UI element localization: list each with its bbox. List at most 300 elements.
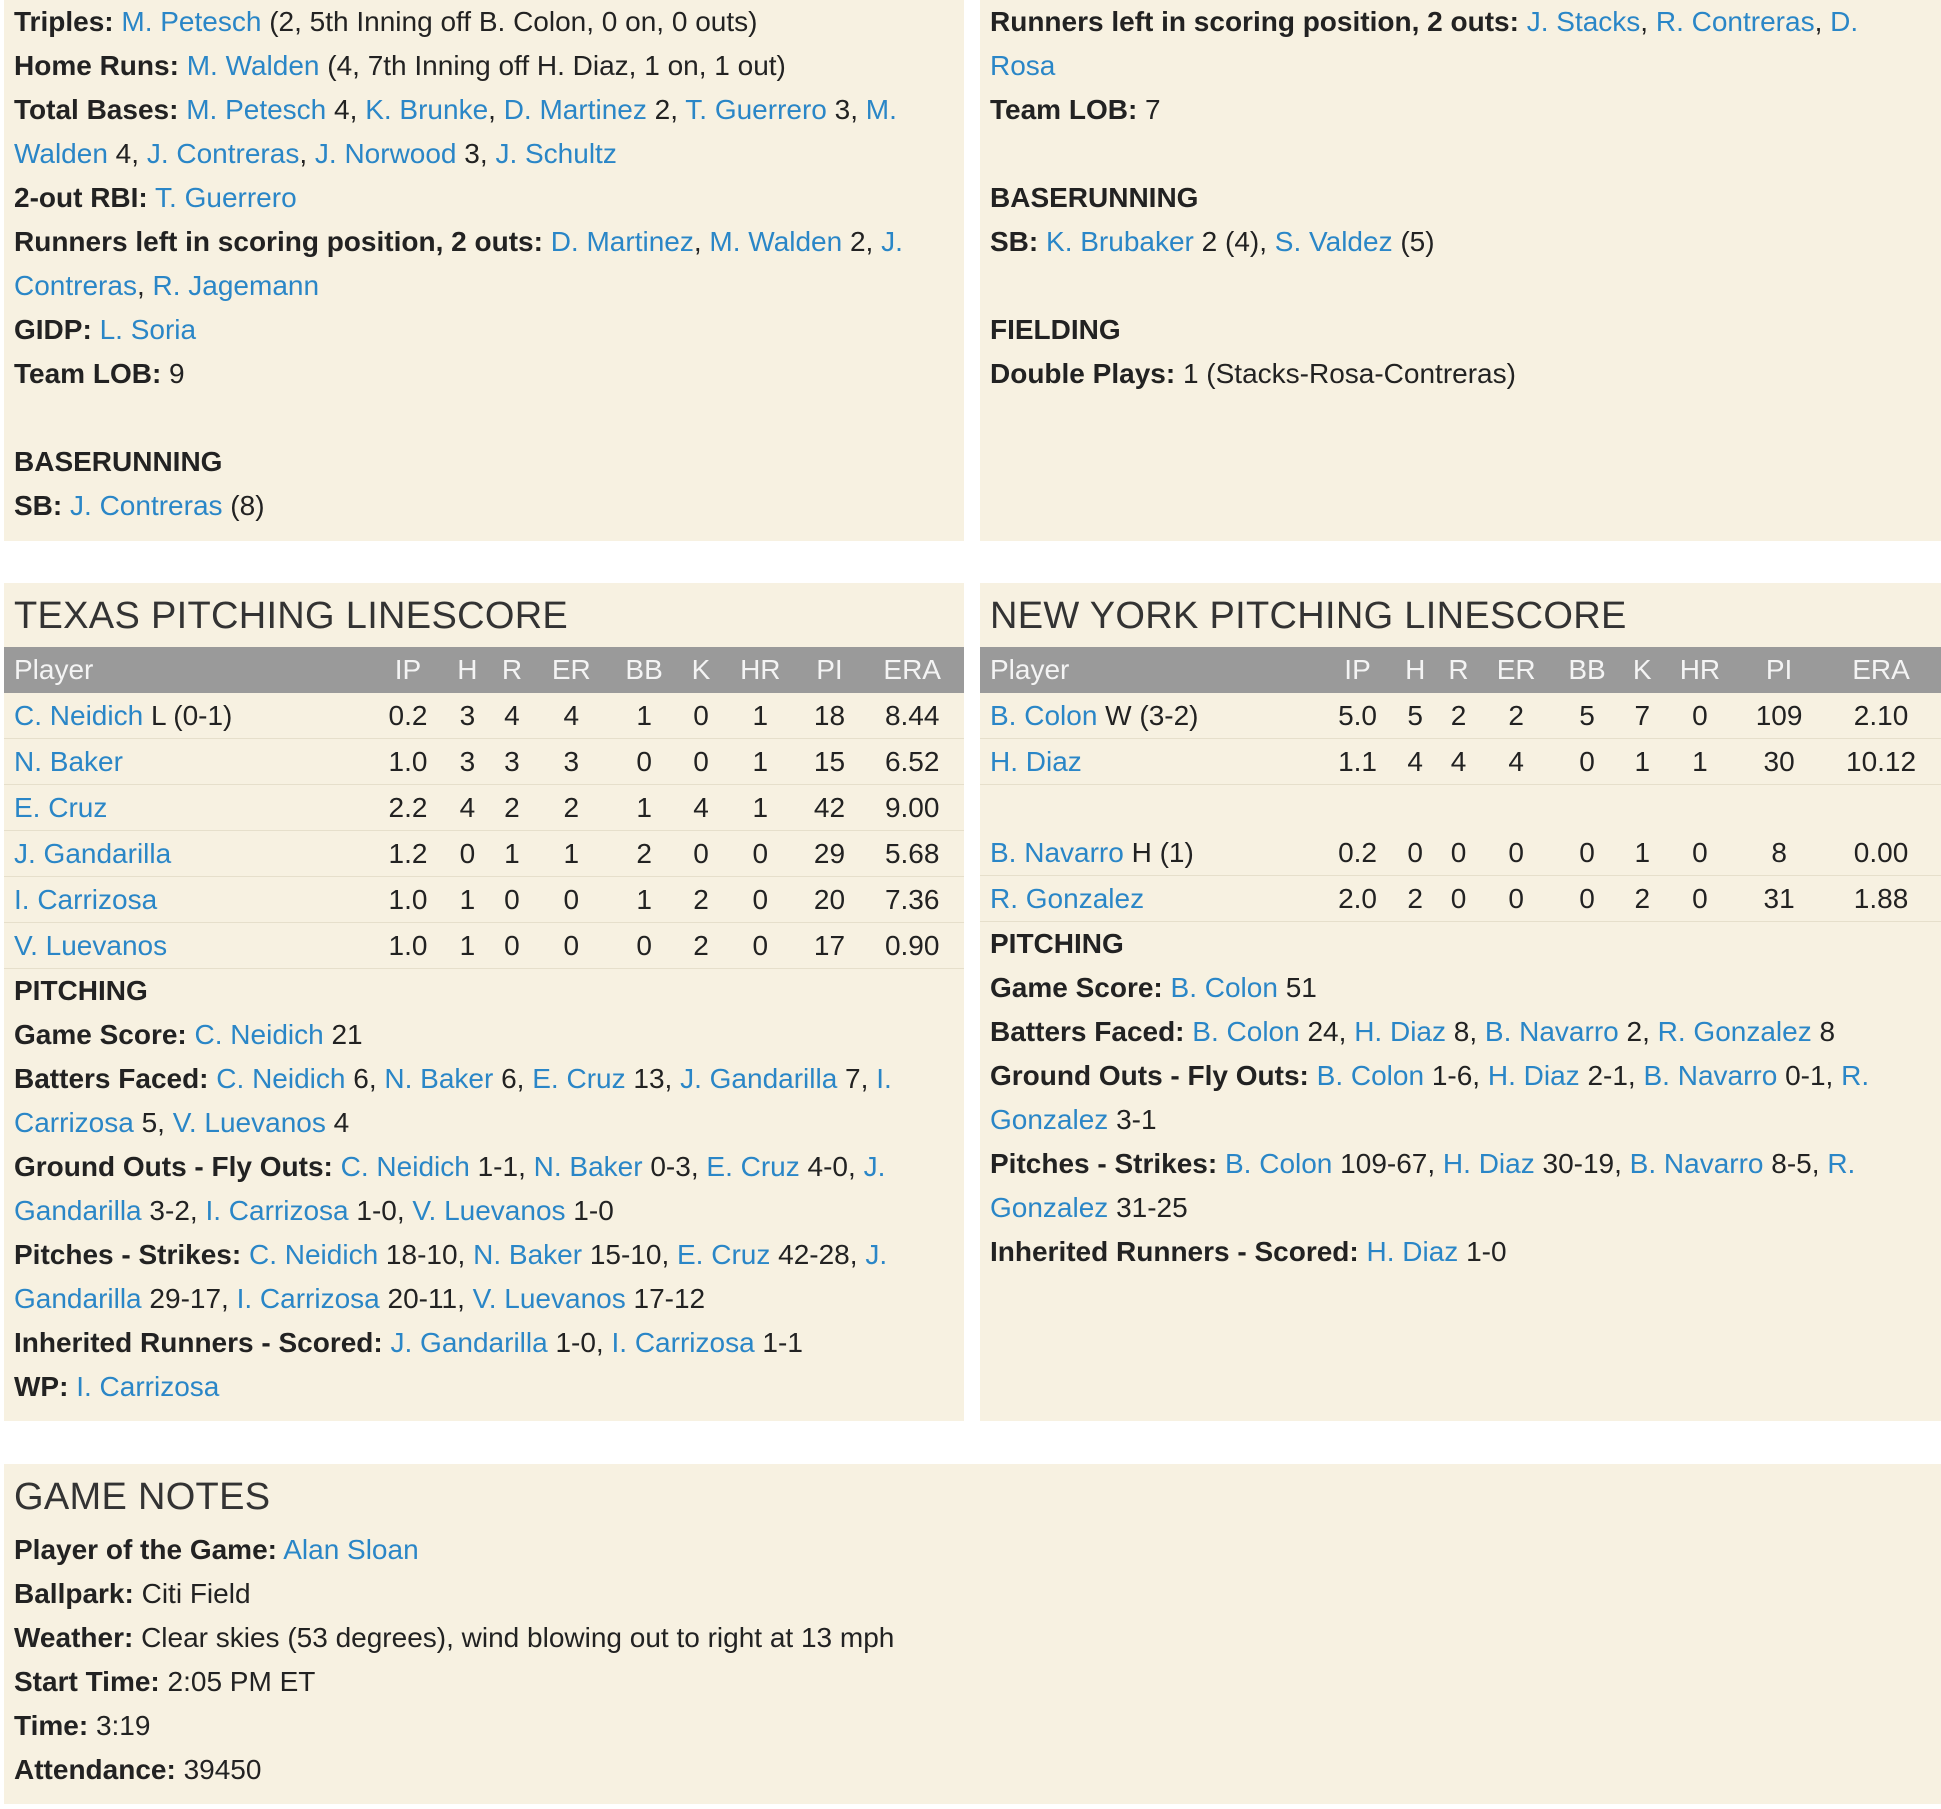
stat-label: Runners left in scoring position, 2 outs: [990,6,1519,37]
stat-cell-hr [1663,785,1737,831]
stat-label: Team LOB: [990,94,1138,125]
column-header-er[interactable]: ER [1480,647,1552,693]
stat-value: 31-25 [1108,1192,1188,1223]
stat-value: 6, [493,1063,533,1094]
stat-cell-er: 1 [534,831,608,877]
stat-cell-ip [1322,785,1394,831]
stat-value [1038,226,1046,257]
stat-line-inherited-runners-scored [990,1230,1931,1274]
column-header-k[interactable]: K [680,647,722,693]
stat-value: 2, [842,226,882,257]
player-link[interactable]: E. Cruz [532,1063,626,1094]
stat-cell-bb [1552,785,1622,831]
player-link[interactable]: R. Contreras [1655,6,1815,37]
stat-value [148,182,155,213]
stat-label: 2-out RBI: [14,182,148,213]
player-cell [980,785,1322,831]
stat-cell-h: 1 [445,877,490,923]
player-link[interactable]: M. Walden [14,94,897,169]
player-link[interactable]: K. Brunke [365,94,489,125]
table-row [980,693,1941,739]
player-link[interactable]: H. Diaz [1366,1236,1459,1267]
stat-cell-pi: 42 [799,785,861,831]
stat-cell-ip: 1.0 [371,877,445,923]
stat-value [1309,1060,1317,1091]
stat-value [241,1239,249,1270]
stat-label: Game Score: [990,972,1163,1003]
player-link[interactable]: C. Neidich [194,1019,324,1050]
stat-cell-er: 0 [534,877,608,923]
stat-line-gidp [14,308,954,352]
player-link[interactable]: I. Carrizosa [611,1327,755,1358]
player-link[interactable]: T. Guerrero [155,182,297,213]
newyork-fielding-heading: FIELDING [990,314,1121,345]
stat-value: 1-0, [547,1327,612,1358]
stat-line-2-out-rbi [14,176,954,220]
player-link[interactable]: B. Navarro [1643,1060,1778,1091]
player-link[interactable]: D. Martinez [503,94,647,125]
table-header-row [980,647,1941,693]
stat-cell-k: 1 [1622,830,1663,876]
stat-value: 20-11, [379,1283,473,1314]
stat-value: 39450 [175,1754,262,1785]
texas-baserunning-heading: BASERUNNING [14,446,223,477]
player-link[interactable]: T. Guerrero [685,94,827,125]
player-link[interactable]: I. Carrizosa [76,1371,220,1402]
player-link[interactable]: C. Neidich [216,1063,346,1094]
stat-value: 3-1 [1108,1104,1157,1135]
player-cell [4,831,371,877]
stat-cell-hr: 0 [1663,830,1737,876]
stat-cell-bb: 1 [608,877,680,923]
player-link[interactable]: J. Gandarilla [14,1151,886,1226]
stat-cell-r: 0 [490,923,535,969]
decision-note: W (3-2) [1097,699,1199,731]
player-cell [980,876,1322,922]
stat-label: Inherited Runners - Scored: [14,1327,383,1358]
stat-value: 1 (Stacks-Rosa-Contreras) [1175,358,1516,389]
stat-label: Attendance: [14,1754,176,1785]
player-link[interactable]: R. Gonzalez [990,1060,1870,1135]
player-link[interactable]: R. Gonzalez [990,1148,1856,1223]
player-cell [4,739,371,785]
player-link[interactable]: D. Martinez [550,226,694,257]
player-cell [4,785,371,831]
player-link[interactable]: Alan Sloan [283,1534,419,1565]
texas-pitching-heading: PITCHING [14,975,148,1006]
stat-cell-r: 0 [1437,876,1480,922]
stat-cell-k: 0 [680,693,722,739]
player-link[interactable]: R. Gonzalez [990,882,1145,914]
texas-pitching-title: TEXAS PITCHING LINESCORE [14,595,569,637]
stat-value: 3, [456,138,496,169]
column-header-h[interactable]: H [1394,647,1437,693]
player-link[interactable]: B. Colon [1170,972,1278,1003]
stat-value [1217,1148,1225,1179]
stat-cell-era: 5.68 [860,831,964,877]
column-header-ip[interactable]: IP [1322,647,1394,693]
stat-value: 5, [133,1107,173,1138]
stat-cell-r [1437,785,1480,831]
table-row [4,877,964,923]
decision-note: L (0-1) [143,699,233,731]
texas-pitching-panel [4,583,964,1421]
game-notes-title: GAME NOTES [14,1476,271,1518]
stat-label: Batters Faced: [990,1016,1185,1047]
stat-cell-bb: 5 [1552,693,1622,739]
stat-line-game-score [990,966,1931,1010]
stat-value [333,1151,341,1182]
stat-cell-ip: 2.2 [371,785,445,831]
stat-cell-hr: 0 [722,877,799,923]
column-header-hr[interactable]: HR [722,647,799,693]
stat-cell-hr: 0 [1663,693,1737,739]
game-notes-panel [4,1464,1941,1804]
stat-cell-hr: 0 [722,923,799,969]
newyork-pitching-table [980,647,1941,922]
stat-cell-bb: 0 [608,739,680,785]
player-link[interactable]: B. Colon [1224,1148,1333,1179]
stat-value [543,226,551,257]
player-link[interactable]: D. Rosa [990,6,1859,81]
player-link[interactable]: V. Luevanos [172,1107,326,1138]
stat-value: 15-10, [582,1239,677,1270]
stat-value: , [299,138,315,169]
stat-cell-er: 2 [1480,693,1552,739]
player-link[interactable]: N. Baker [384,1063,494,1094]
stat-cell-era: 0.90 [860,923,964,969]
newyork-batting-lines [990,0,1931,132]
stat-value: 24, [1299,1016,1355,1047]
column-header-k[interactable]: K [1622,647,1663,693]
stat-value: 2-1, [1579,1060,1644,1091]
stat-label: Runners left in scoring position, 2 outs: [14,226,543,257]
texas-pitching-table [4,647,964,969]
player-link[interactable]: E. Cruz [706,1151,800,1182]
stat-cell-pi [1737,785,1821,831]
player-link[interactable]: J. Gandarilla [390,1327,548,1358]
stat-cell-k: 0 [680,739,722,785]
texas-baserunning-lines [14,484,954,528]
column-header-pi[interactable]: PI [1737,647,1821,693]
stat-line-inherited-runners-scored [14,1321,954,1365]
stat-cell-pi: 18 [799,693,861,739]
stat-value: Clear skies (53 degrees), wind blowing out to right at 13 mph [133,1622,895,1653]
player-link[interactable]: E. Cruz [14,791,108,823]
stat-value: 3, [826,94,866,125]
player-link[interactable]: R. Jagemann [152,270,320,301]
player-link[interactable]: H. Diaz [1354,1016,1446,1047]
stat-line-team-lob [14,352,954,396]
stat-line-runners-left-in-scoring-position-2-outs [14,220,954,308]
stat-cell-era [1821,785,1941,831]
player-link[interactable]: M. Petesch [186,94,327,125]
stat-line-team-lob [990,88,1931,132]
newyork-baserunning-lines [990,220,1931,264]
stat-label: Pitches - Strikes: [990,1148,1218,1179]
player-link[interactable]: V. Luevanos [472,1283,626,1314]
player-link[interactable]: M. Walden [709,226,843,257]
table-row [4,831,964,877]
stat-value: 4-0, [799,1151,864,1182]
column-header-r[interactable]: R [1437,647,1480,693]
texas-batting-notes-panel [4,0,964,541]
table-row [980,830,1941,876]
stat-cell-bb: 0 [1552,876,1622,922]
stat-value [62,490,70,521]
column-header-h[interactable]: H [445,647,490,693]
stat-label: Player of the Game: [14,1534,277,1565]
stat-value: 1-1, [469,1151,534,1182]
stat-cell-r: 1 [490,831,535,877]
stat-value: 21 [323,1019,363,1050]
column-header-r[interactable]: R [490,647,535,693]
player-link[interactable]: M. Petesch [121,6,262,37]
player-link[interactable]: V. Luevanos [412,1195,566,1226]
stat-cell-er: 3 [534,739,608,785]
stat-cell-hr: 1 [722,693,799,739]
stat-cell-er: 0 [1480,830,1552,876]
stat-cell-pi: 15 [799,739,861,785]
stat-cell-era: 7.36 [860,877,964,923]
stat-cell-er [1480,785,1552,831]
stat-cell-k: 0 [680,831,722,877]
player-link[interactable]: B. Colon [1316,1060,1425,1091]
stat-cell-k: 2 [680,877,722,923]
stat-cell-era: 0.00 [1821,830,1941,876]
stat-line-batters-faced [14,1057,954,1145]
stat-value: 3:19 [88,1710,151,1741]
player-link[interactable]: K. Brubaker [1046,226,1194,257]
stat-label: Game Score: [14,1019,187,1050]
player-cell [4,693,371,739]
player-cell [980,693,1322,739]
stat-label: Double Plays: [990,358,1176,389]
player-link[interactable]: L. Soria [99,314,197,345]
stat-value: 0-1, [1777,1060,1842,1091]
stat-value: 30-19, [1534,1148,1630,1179]
stat-value: 8-5, [1763,1148,1828,1179]
stat-cell-bb: 0 [1552,830,1622,876]
player-link[interactable]: J. Schultz [495,138,617,169]
stat-cell-era: 2.10 [1821,693,1941,739]
column-header-bb[interactable]: BB [608,647,680,693]
stat-cell-k: 2 [680,923,722,969]
player-link[interactable]: J. Norwood [314,138,457,169]
player-link[interactable]: I. Carrizosa [205,1195,349,1226]
stat-cell-h: 3 [445,739,490,785]
player-link[interactable]: B. Navarro [990,836,1124,868]
stat-line-triples [14,0,954,44]
column-header-hr[interactable]: HR [1663,647,1737,693]
stat-label: GIDP: [14,314,92,345]
stat-label: Team LOB: [14,358,162,389]
column-header-era[interactable]: ERA [1821,647,1941,693]
player-cell [4,877,371,923]
stat-line-sb [990,220,1931,264]
stat-cell-r: 4 [1437,739,1480,785]
stat-line-sb [14,484,954,528]
stat-cell-h: 1 [445,923,490,969]
stat-value [187,1019,195,1050]
stat-value [1163,972,1171,1003]
stat-value [1519,6,1527,37]
stat-value: , [1814,6,1831,37]
stat-line-runners-left-in-scoring-position-2-outs [990,0,1931,88]
stat-cell-bb: 2 [608,831,680,877]
stat-value: 109-67, [1332,1148,1443,1179]
stat-value [383,1327,391,1358]
stat-label: Time: [14,1710,89,1741]
player-cell [4,923,371,969]
stat-line-ballpark [14,1572,1931,1616]
stat-value: (8) [222,490,265,521]
stat-cell-er: 4 [534,693,608,739]
stat-value [179,50,187,81]
player-link[interactable]: N. Baker [533,1151,643,1182]
stat-cell-bb: 1 [608,693,680,739]
stat-value: 1-0 [1458,1236,1507,1267]
column-header-era[interactable]: ERA [860,647,964,693]
stat-cell-hr: 0 [722,831,799,877]
player-link[interactable]: C. Neidich [14,699,144,731]
player-link[interactable]: C. Neidich [340,1151,470,1182]
column-header-player[interactable]: Player [980,647,1322,693]
player-cell [980,830,1322,876]
stat-value: 8 [1811,1016,1836,1047]
newyork-pitching-panel [980,583,1941,1421]
game-notes-lines [14,1528,1931,1792]
stat-value: 7 [1137,94,1161,125]
table-row [980,785,1941,831]
player-link[interactable]: J. Contreras [70,490,223,521]
stat-value: 42-28, [770,1239,866,1270]
player-link[interactable]: I. Carrizosa [14,883,158,915]
stat-cell-hr: 1 [1663,739,1737,785]
stat-label: Ballpark: [14,1578,134,1609]
player-link[interactable]: H. Diaz [990,745,1082,777]
player-link[interactable]: N. Baker [14,745,123,777]
stat-value: (4, 7th Inning off H. Diaz, 1 on, 1 out) [319,50,786,81]
stat-line-game-score [14,1013,954,1057]
texas-pitching-lines [14,1013,954,1409]
stat-cell-r: 3 [490,739,535,785]
stat-cell-r: 2 [490,785,535,831]
stat-value: , [1640,6,1656,37]
stat-value: 0-3, [642,1151,707,1182]
stat-cell-h: 0 [1394,830,1437,876]
stat-cell-r: 0 [490,877,535,923]
player-link[interactable]: J. Gandarilla [14,1239,888,1314]
stat-value: 2 (4), [1193,226,1275,257]
stat-cell-k: 1 [1622,739,1663,785]
stat-value: 2, [1618,1016,1658,1047]
stat-cell-pi: 29 [799,831,861,877]
stat-value: 1-1 [754,1327,803,1358]
player-link[interactable]: J. Gandarilla [14,837,172,869]
player-link[interactable]: H. Diaz [1487,1060,1580,1091]
player-link[interactable]: I. Carrizosa [236,1283,380,1314]
stat-cell-era: 8.44 [860,693,964,739]
player-link[interactable]: B. Colon [1192,1016,1300,1047]
stat-label: Inherited Runners - Scored: [990,1236,1359,1267]
stat-value: 29-17, [141,1283,237,1314]
stat-cell-k: 7 [1622,693,1663,739]
player-link[interactable]: R. Gonzalez [1657,1016,1812,1047]
column-header-ip[interactable]: IP [371,647,445,693]
stat-cell-pi: 8 [1737,830,1821,876]
stat-line-ground-outs-fly-outs [990,1054,1931,1142]
player-link[interactable]: E. Cruz [677,1239,771,1270]
player-link[interactable]: B. Navarro [1484,1016,1619,1047]
player-link[interactable]: B. Colon [990,699,1098,731]
stat-cell-k: 2 [1622,876,1663,922]
stat-value: 2, [646,94,686,125]
player-link[interactable]: V. Luevanos [14,929,168,961]
player-link[interactable]: J. Contreras [14,226,903,301]
stat-cell-er: 2 [534,785,608,831]
stat-cell-era: 1.88 [1821,876,1941,922]
player-link[interactable]: J. Stacks [1526,6,1641,37]
stat-value: 4, [326,94,366,125]
stat-value: 4 [325,1107,350,1138]
stat-value [92,314,100,345]
stat-label: Weather: [14,1622,134,1653]
player-link[interactable]: M. Walden [186,50,320,81]
stat-cell-r: 4 [490,693,535,739]
player-link[interactable]: J. Contreras [146,138,300,169]
newyork-baserunning-heading: BASERUNNING [990,182,1199,213]
stat-value: 4, [107,138,147,169]
stat-line-total-bases [14,88,954,176]
stat-value: , [136,270,153,301]
stat-cell-h: 2 [1394,876,1437,922]
stat-cell-ip: 0.2 [371,693,445,739]
stat-cell-ip: 1.0 [371,923,445,969]
stat-value: 2:05 PM ET [159,1666,316,1697]
column-header-er[interactable]: ER [534,647,608,693]
stat-line-time [14,1704,1931,1748]
player-link[interactable]: I. Carrizosa [14,1063,892,1138]
column-header-pi[interactable]: PI [799,647,861,693]
player-link[interactable]: C. Neidich [248,1239,379,1270]
newyork-pitching-heading: PITCHING [990,928,1124,959]
stat-value: 1-6, [1424,1060,1488,1091]
stat-cell-bb: 0 [1552,739,1622,785]
stat-cell-h: 0 [445,831,490,877]
player-link[interactable]: H. Diaz [1442,1148,1535,1179]
player-link[interactable]: S. Valdez [1274,226,1393,257]
stat-cell-hr: 1 [722,739,799,785]
player-link[interactable]: B. Navarro [1629,1148,1764,1179]
stat-line-wp [14,1365,954,1409]
stat-cell-pi: 31 [1737,876,1821,922]
column-header-player[interactable]: Player [4,647,371,693]
stat-line-batters-faced [990,1010,1931,1054]
column-header-bb[interactable]: BB [1552,647,1622,693]
stat-label: Home Runs: [14,50,179,81]
stat-label: SB: [990,226,1039,257]
player-link[interactable]: N. Baker [473,1239,583,1270]
stat-cell-ip: 2.0 [1322,876,1394,922]
stat-label: Total Bases: [14,94,179,125]
decision-note: H (1) [1123,836,1194,868]
stat-value: 9 [161,358,185,389]
stat-line-pitches-strikes [14,1233,954,1321]
stat-value: , [693,226,710,257]
player-link[interactable]: J. Gandarilla [680,1063,838,1094]
stat-value: (5) [1392,226,1435,257]
